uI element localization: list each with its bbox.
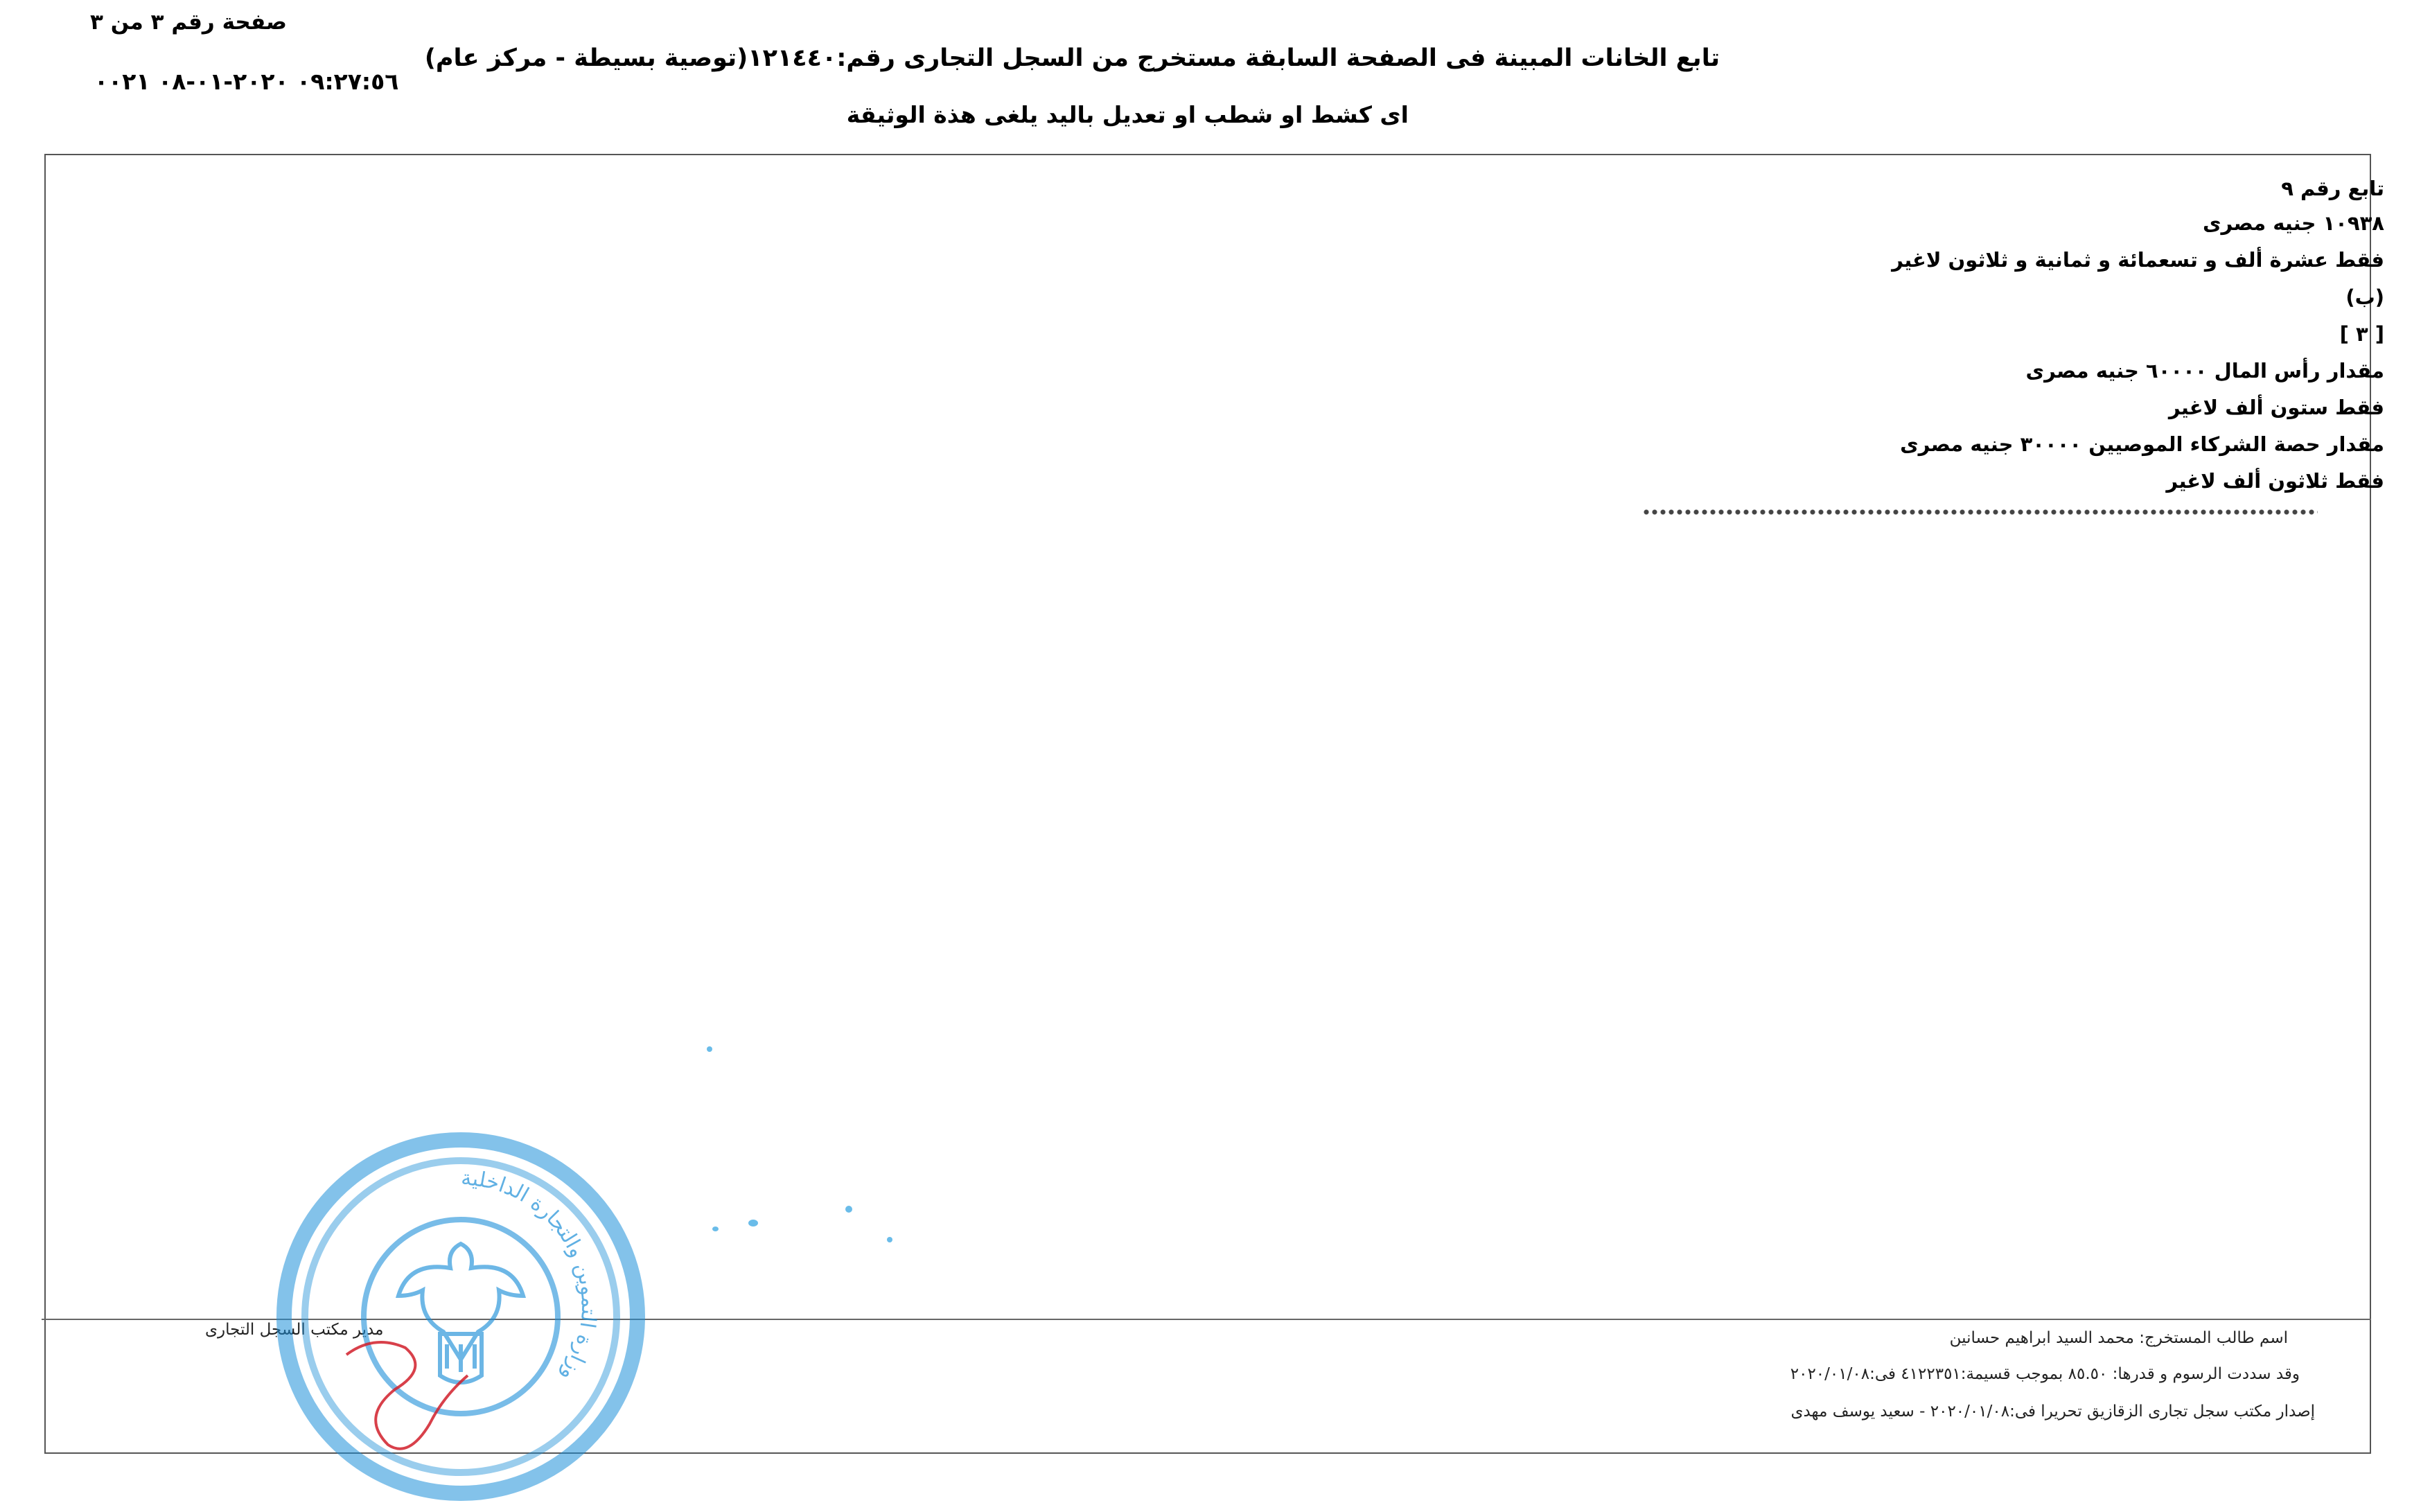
page-number: صفحة رقم ٣ من ٣ [90, 10, 287, 35]
stamp-text: وزارة التموين والتجارة الداخلية [460, 1166, 601, 1387]
ink-speck [707, 1046, 712, 1052]
official-stamp [263, 1126, 658, 1504]
body-line: فقط ستون ألف لاغير [2168, 396, 2384, 419]
director-title: مدير مكتب السجل التجارى [205, 1321, 384, 1339]
ink-speck [712, 1227, 719, 1231]
ink-speck [887, 1237, 892, 1242]
body-line: ١٠٩٣٨ جنيه مصرى [2202, 211, 2384, 235]
fees-paid: وقد سددت الرسوم و قدرها: ٨٥.٥٠ بموجب قسيمة:٤١٢٢٣٥١ فى:٢٠٢٠/٠١/٠٨ [1790, 1365, 2300, 1383]
body-line: تابع رقم ٩ [2281, 177, 2384, 200]
issue-info: إصدار مكتب سجل تجارى الزقازيق تحريرا فى:٢٠٢٠/٠١/٠٨ - سعيد يوسف مهدى [1790, 1403, 2315, 1421]
body-line: فقط عشرة ألف و تسعمائة و ثمانية و ثلاثون لاغير [1892, 248, 2384, 272]
dotted-separator [1642, 507, 2318, 518]
eagle-emblem-icon [398, 1244, 523, 1382]
body-line: مقدار رأس المال ٦٠٠٠٠ جنيه مصرى [2025, 359, 2384, 383]
stamp-mid-ring [305, 1161, 617, 1473]
ink-speck [748, 1220, 758, 1227]
body-line: مقدار حصة الشركاء الموصيين ٣٠٠٠٠ جنيه مصرى [1900, 432, 2384, 456]
ink-speck [845, 1206, 852, 1213]
body-line: [ ٣ ] [2339, 322, 2384, 346]
body-line: فقط ثلاثون ألف لاغير [2166, 469, 2384, 493]
document-title: تابع الخانات المبينة فى الصفحة السابقة مستخرج من السجل التجارى رقم:١٢١٤٤٠(توصية بسيطة - مركز عام) [424, 44, 1720, 72]
requester-name: اسم طالب المستخرج: محمد السيد ابراهيم حسانين [1949, 1329, 2288, 1347]
timestamp: ٠٩:٢٧:٥٦ ٢٠٢٠-٠١-٠٨ ٠٠٢١ [94, 68, 399, 95]
tamper-warning: اى كشط او شطب او تعديل باليد يلغى هذة الوثيقة [846, 101, 1409, 128]
body-line: (ب) [2345, 285, 2384, 309]
